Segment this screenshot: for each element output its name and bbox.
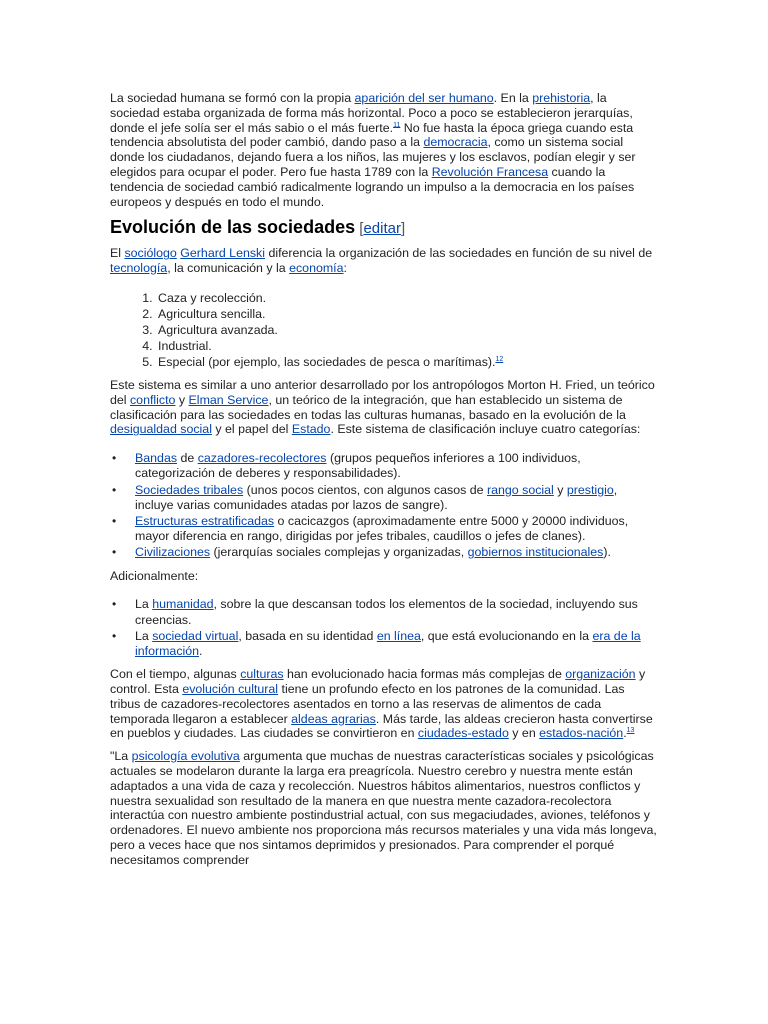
list-item: [110, 514, 658, 544]
text: :: [343, 261, 347, 276]
additionally-label: Adicionalmente:: [110, 568, 199, 583]
text: han evolucionado hacia formas más complejas de: [283, 667, 566, 682]
stage-text: Agricultura sencilla.: [158, 306, 266, 321]
stage-text: Caza y recolección.: [158, 290, 267, 305]
ref-link-12[interactable]: 12: [495, 355, 504, 363]
list-item: [156, 306, 658, 322]
intro-paragraph: [110, 91, 658, 209]
link-humanidad[interactable]: humanidad: [152, 597, 214, 612]
link-rango-social[interactable]: rango social: [486, 482, 554, 497]
text: No fue hasta la época griega cuando esta tendencia absolutista del poder cambió, dando paso a la: [110, 120, 634, 150]
link-organizacion[interactable]: organización: [565, 667, 636, 682]
text: La: [135, 628, 153, 643]
text: .: [199, 643, 203, 658]
list-item: [110, 545, 658, 560]
list-item: [110, 597, 658, 627]
edit-section: [355, 220, 405, 237]
text: , incluye varias comunidades atadas por lazos de sangre).: [135, 482, 618, 512]
link-conflicto[interactable]: conflicto: [129, 392, 176, 407]
link-prestigio[interactable]: prestigio: [566, 482, 614, 497]
link-sociedad-virtual[interactable]: sociedad virtual: [152, 628, 239, 643]
article-body: [110, 91, 658, 868]
text: "La: [110, 749, 132, 764]
text: , la comunicación y la: [167, 261, 290, 276]
list-item: [156, 322, 658, 338]
psych-paragraph: [110, 749, 658, 867]
text: diferencia la organización de las sociedades en función de su nivel de: [265, 246, 653, 261]
text: cuando la tendencia de sociedad cambió radicalmente logrando un impulso a la democracia en los países europeos y después en todo el mundo.: [110, 164, 635, 209]
stage-text: Especial (por ejemplo, las sociedades de pesca o marítimas).: [158, 354, 496, 369]
text: argumenta que muchas de nuestras características sociales y psicológicas actuales se modelaron durante la larga era preagrícola. Nuestro cerebro y nuestra mente están adaptados a una vida de caza y recolección. Nuestros hábitos alimentarios, nuestros conflictos y nuestra sexualidad son resultado de la manera en que nuestra mente cazadora-recolectora interactúa con nuestro ambiente postindustrial actual, con sus megaciudades, aviones, teléfonos y ordenadores. El nuevo ambiente nos proporciona más recursos materiales y una vida más longeva, pero a veces hace que nos sintamos deprimidos y presionados. Para comprender el porqué necesitamos comprender: [110, 749, 657, 867]
text: La: [135, 597, 153, 612]
text: , un teórico de la integración, que han establecido un sistema de clasificación para las sociedades en todas las culturas humanas, basado en la evolución de la: [110, 392, 626, 422]
link-evolucion-cultural[interactable]: evolución cultural: [182, 681, 279, 696]
list-item: [110, 451, 658, 481]
stage-text: Industrial.: [158, 338, 212, 353]
link-tecnologia[interactable]: tecnología: [110, 261, 168, 276]
link-economia[interactable]: economía: [289, 261, 344, 276]
link-culturas[interactable]: culturas: [240, 667, 284, 682]
link-sociologo[interactable]: sociólogo: [124, 246, 177, 261]
list-item: [156, 290, 658, 306]
list-item: [110, 483, 658, 513]
reference-13: [627, 727, 635, 734]
list-item: [156, 354, 658, 370]
text: y: [175, 392, 189, 407]
text: y el papel del: [211, 422, 292, 437]
link-en-linea[interactable]: en línea: [376, 628, 421, 643]
link-gobiernos-institucionales[interactable]: gobiernos institucionales: [467, 545, 604, 560]
text: de: [177, 451, 198, 466]
text: Con el tiempo, algunas: [110, 667, 241, 682]
text: (jerarquías sociales complejas y organizadas,: [210, 545, 468, 560]
text: El: [110, 246, 125, 261]
text: . Más tarde, las aldeas crecieron hasta convertirse en pueblos y ciudades. Las ciudades se convirtieron en: [110, 711, 653, 741]
stage-text: Agricultura avanzada.: [158, 322, 278, 337]
text: , que está evolucionando en la: [420, 628, 593, 643]
time-paragraph: [110, 667, 658, 741]
link-psicologia-evolutiva[interactable]: psicología evolutiva: [131, 749, 240, 764]
text: .: [623, 726, 627, 741]
text: , sobre la que descansan todos los elementos de la sociedad, incluyendo sus creencias.: [135, 597, 638, 627]
text: Este sistema es similar a uno anterior desarrollado por los antropólogos Morton H. Fried, un teórico del: [110, 377, 655, 407]
text: y control. Esta: [110, 667, 646, 696]
text: , basada en su identidad: [238, 628, 377, 643]
link-estructuras-estratificadas[interactable]: Estructuras estratificadas: [135, 513, 275, 528]
link-cazadores-recolectores[interactable]: cazadores-recolectores: [197, 451, 327, 466]
text: , como un sistema social donde los ciudadanos, dejando fuera a los niños, las mujeres y los esclavos, podían elegir y ser elegidos para ocupar el poder. Pero fue hasta 1789 con la: [110, 135, 636, 179]
text: y en: [508, 726, 540, 741]
link-bandas[interactable]: Bandas: [135, 451, 178, 466]
categories-list: [110, 451, 658, 560]
text: (grupos pequeños inferiores a 100 individuos, categorización de deberes y responsabilidades).: [135, 451, 581, 481]
link-desigualdad-social[interactable]: desigualdad social: [110, 422, 212, 437]
bracket-open: [: [355, 220, 364, 238]
link-democracia[interactable]: democracia: [423, 135, 488, 150]
text: ).: [603, 545, 611, 560]
text: . En la: [493, 91, 533, 105]
edit-link[interactable]: editar: [363, 220, 401, 238]
reference-12: [495, 356, 503, 363]
bracket-close: ]: [400, 220, 406, 238]
link-era-de-la-informacion[interactable]: era de la información: [135, 628, 641, 658]
link-gerhard-lenski[interactable]: Gerhard Lenski: [180, 246, 265, 261]
link-estado[interactable]: Estado: [291, 422, 331, 437]
list-item: [156, 338, 658, 354]
ref-link-13[interactable]: 13: [626, 727, 635, 735]
link-aldeas-agrarias[interactable]: aldeas agrarias: [291, 711, 376, 726]
list-item: [110, 629, 658, 659]
section-heading: [110, 216, 658, 240]
text: y: [553, 482, 567, 497]
text: La sociedad humana se formó con la propia: [110, 91, 355, 105]
link-sociedades-tribales[interactable]: Sociedades tribales: [135, 482, 244, 497]
link-ciudades-estado[interactable]: ciudades-estado: [417, 726, 509, 741]
extra-list: [110, 597, 658, 659]
link-revolucion-francesa[interactable]: Revolución Francesa: [431, 164, 549, 179]
text: o cacicazgos (aproximadamente entre 5000 y 20000 individuos, mayor diferencia en rango, dirigidas por jefes tribales, caudillos o jefes de clanes).: [135, 513, 629, 544]
lenski-paragraph: [110, 246, 658, 276]
text: (unos pocos cientos, con algunos casos de: [243, 482, 487, 497]
text: , la sociedad estaba organizada de forma más horizontal. Poco a poco se establecieron jerarquías, donde el jefe solía ser el más sabio o el más fuerte.: [110, 91, 633, 135]
ref-link-11[interactable]: 11: [393, 121, 401, 129]
link-aparicion-ser-humano[interactable]: aparición del ser humano: [354, 91, 494, 105]
text: . Este sistema de clasificación incluye cuatro categorías:: [330, 422, 641, 437]
link-prehistoria[interactable]: prehistoria: [532, 91, 591, 105]
fried-paragraph: [110, 378, 658, 437]
link-civilizaciones[interactable]: Civilizaciones: [135, 545, 211, 560]
text: tiene un profundo efecto en los patrones de la comunidad. Las tribus de cazadores-recolectores asentados en torno a las reservas de alimentos de cada temporada llegaron a establecer: [110, 681, 625, 726]
stages-list: [110, 290, 658, 370]
link-estados-nacion[interactable]: estados-nación: [539, 726, 624, 741]
link-elman-service[interactable]: Elman Service: [188, 392, 269, 407]
section-title: Evolución de las sociedades: [110, 217, 356, 238]
